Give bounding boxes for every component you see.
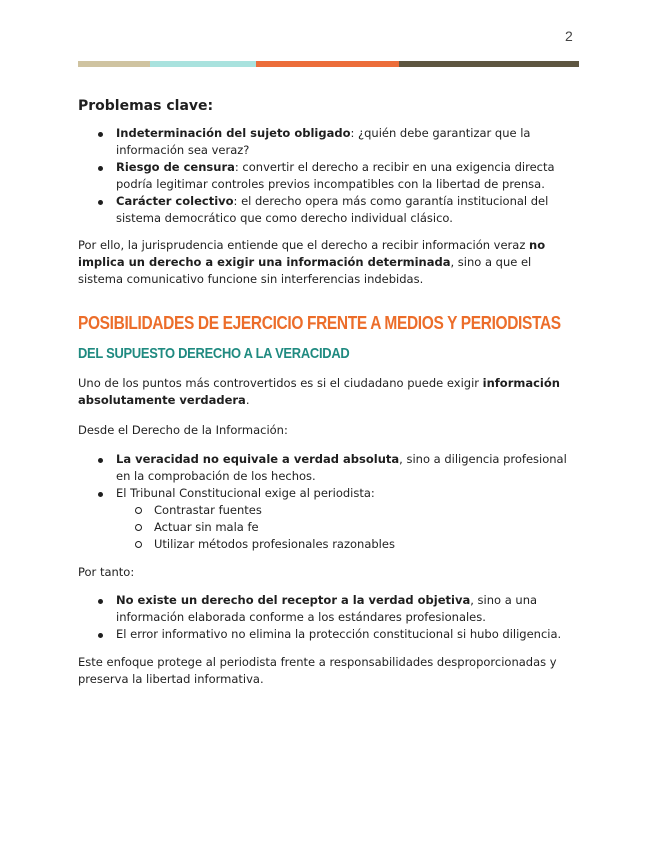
text: . (245, 393, 250, 407)
page-number: 2 (565, 28, 573, 44)
text: Por ello, la jurisprudencia entiende que el derecho a recibir información veraz (78, 238, 530, 252)
bar-segment-1 (78, 61, 150, 67)
therefore-label: Por tanto: (78, 565, 135, 579)
list-item (78, 193, 573, 227)
list-item (78, 125, 573, 159)
document-body (78, 98, 573, 688)
problems-heading: Problemas clave: (78, 98, 214, 114)
list-item (78, 159, 573, 193)
closing-paragraph: Este enfoque protege al periodista frente a responsabilidades desproporcionadas y preserva la libertad informativa. (78, 655, 557, 686)
item-text: : convertir el derecho a recibir en una exigencia directa podría legitimar controles previos incompatibles con la libertad de prensa. (116, 160, 555, 191)
header-color-bar (78, 61, 579, 67)
item-bold: Carácter colectivo (116, 194, 234, 208)
text: Uno de los puntos más controvertidos es si el ciudadano puede exigir (78, 376, 483, 390)
conclusion-list (78, 592, 573, 643)
item-text: : ¿quién debe garantizar que la información sea veraz? (116, 126, 531, 157)
list-item (78, 592, 573, 626)
section-subheading: DEL SUPUESTO DERECHO A LA VERACIDAD (78, 345, 350, 362)
list-item (78, 451, 573, 485)
item-text: : el derecho opera más como garantía institucional del sistema democrático que como derecho individual clásico. (116, 194, 549, 225)
sub-list-item: Actuar sin mala fe (116, 519, 573, 536)
problems-list (78, 125, 573, 227)
sub-list-item: Utilizar métodos profesionales razonables (116, 536, 573, 553)
list-item (78, 485, 573, 553)
bar-segment-4 (399, 61, 579, 67)
item-text: El Tribunal Constitucional exige al periodista: (116, 486, 375, 500)
item-bold: La veracidad no equivale a verdad absoluta (116, 452, 400, 466)
section-heading: POSIBILIDADES DE EJERCICIO FRENTE A MEDIOS Y PERIODISTAS (78, 313, 561, 333)
intro-paragraph (78, 375, 573, 409)
item-text: El error informativo no elimina la protección constitucional si hubo diligencia. (116, 627, 562, 641)
list-item (78, 626, 573, 643)
item-bold: Indeterminación del sujeto obligado (116, 126, 351, 140)
bold-text: información absolutamente verdadera (78, 376, 560, 407)
sub-list-item: Contrastar fuentes (116, 502, 573, 519)
bar-segment-3 (256, 61, 399, 67)
bold-text: no implica un derecho a exigir una información determinada (78, 238, 546, 269)
conclusion-paragraph (78, 237, 573, 288)
sub-list (116, 502, 573, 553)
item-bold: No existe un derecho del receptor a la verdad objetiva (116, 593, 471, 607)
item-text: , sino a diligencia profesional en la comprobación de los hechos. (116, 452, 567, 483)
item-bold: Riesgo de censura (116, 160, 235, 174)
item-text: , sino a una información elaborada conforme a los estándares profesionales. (116, 593, 538, 624)
bar-segment-2 (150, 61, 256, 67)
veracity-list (78, 451, 573, 553)
text: , sino a que el sistema comunicativo funcione sin interferencias indebidas. (78, 255, 532, 286)
from-label: Desde el Derecho de la Información: (78, 423, 288, 437)
